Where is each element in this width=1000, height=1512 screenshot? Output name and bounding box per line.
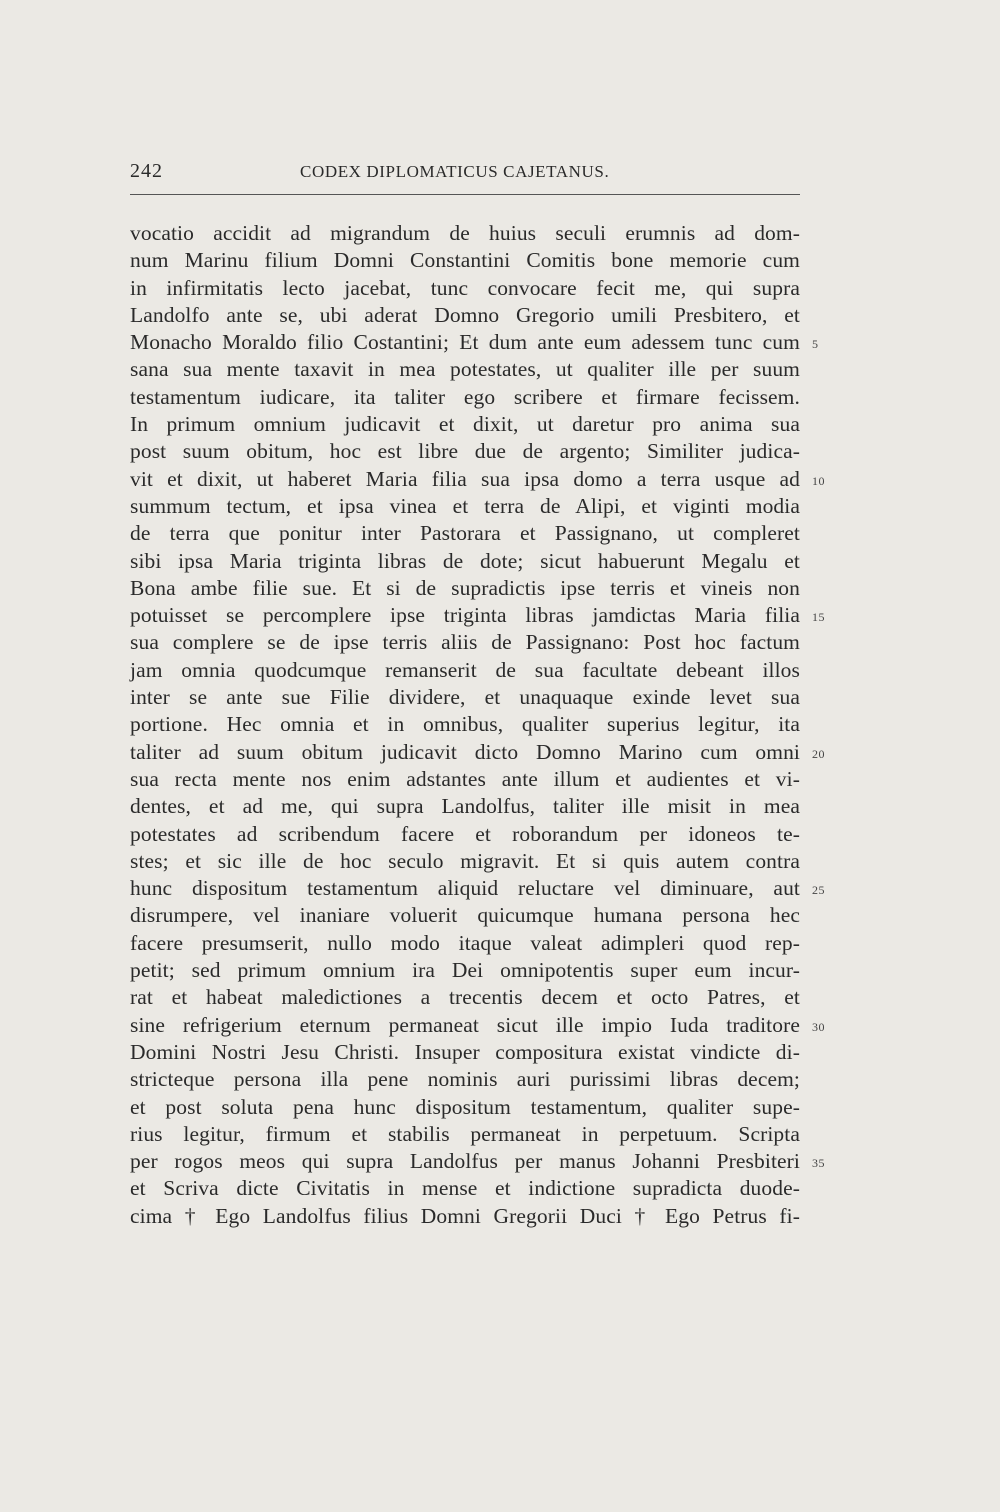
text-line: sibi ipsa Maria triginta libras de dote; sicut habuerunt Megalu et xyxy=(130,548,800,573)
text-line: post suum obitum, hoc est libre due de argento; Similiter judica- xyxy=(130,439,800,464)
text-line: Monacho Moraldo filio Costantini; Et dum ante eum adessem tunc cum xyxy=(130,330,800,355)
line-number: 30 xyxy=(812,1019,825,1034)
text-line: sine refrigerium eternum permaneat sicut ille impio Iuda traditore xyxy=(130,1012,800,1037)
text-line: cima † Ego Landolfus filius Domni Gregorii Duci † Ego Petrus fi- xyxy=(130,1203,800,1228)
text-line: sua recta mente nos enim adstantes ante illum et audientes et vi- xyxy=(130,766,800,791)
text-line: vocatio accidit ad migrandum de huius seculi erumnis ad dom- xyxy=(130,221,800,245)
text-line: jam omnia quodcumque remanserit de sua facultate debeant illos xyxy=(130,657,800,682)
text-line: In primum omnium judicavit et dixit, ut daretur pro anima sua xyxy=(130,412,800,437)
text-line: rius legitur, firmum et stabilis permaneat in perpetuum. Scripta xyxy=(130,1121,800,1146)
text-line: potuisset se percomplere ipse triginta libras jamdictas Maria filia xyxy=(130,603,800,628)
text-line: dentes, et ad me, qui supra Landolfus, taliter ille misit in mea xyxy=(130,794,800,819)
text-line: summum tectum, et ipsa vinea et terra de Alipi, et viginti modia xyxy=(130,493,800,518)
text-line: Domini Nostri Jesu Christi. Insuper compositura existat vindicte di- xyxy=(130,1039,800,1064)
text-line: petit; sed primum omnium ira Dei omnipotentis super eum incur- xyxy=(130,958,800,983)
text-line: per rogos meos qui supra Landolfus per manus Johanni Presbiteri xyxy=(130,1149,800,1174)
text-line: Landolfo ante se, ubi aderat Domno Gregorio umili Presbitero, et xyxy=(130,302,800,327)
line-number: 20 xyxy=(812,746,825,761)
line-number: 10 xyxy=(812,473,825,488)
text-line: potestates ad scribendum facere et roborandum per idoneos te- xyxy=(130,821,800,846)
text-line: Bona ambe filie sue. Et si de supradictis ipse terris et vineis non xyxy=(130,575,800,600)
text-line: facere presumserit, nullo modo itaque valeat adimpleri quod rep- xyxy=(130,930,800,955)
line-number: 35 xyxy=(812,1156,825,1171)
text-line: de terra que ponitur inter Pastorara et Passignano, ut compleret xyxy=(130,521,800,546)
text-line: et Scriva dicte Civitatis in mense et indictione supradicta duode- xyxy=(130,1176,800,1201)
text-line: disrumpere, vel inaniare voluerit quicumque humana persona hec xyxy=(130,903,800,928)
page-number: 242 xyxy=(130,160,163,182)
text-line: taliter ad suum obitum judicavit dicto Domno Marino cum omni xyxy=(130,739,800,764)
text-line: rat et habeat maledictiones a trecentis decem et octo Patres, et xyxy=(130,985,800,1010)
line-number: 15 xyxy=(812,610,825,625)
text-line: sua complere se de ipse terris aliis de Passignano: Post hoc factum xyxy=(130,630,800,655)
text-line: sana sua mente taxavit in mea potestates, ut qualiter ille per suum xyxy=(130,357,800,382)
text-line: et post soluta pena hunc dispositum testamentum, qualiter supe- xyxy=(130,1094,800,1119)
text-line: num Marinu filium Domni Constantini Comitis bone memorie cum xyxy=(130,248,800,273)
line-number: 5 xyxy=(812,337,819,352)
text-line: stes; et sic ille de hoc seculo migravit. Et si quis autem contra xyxy=(130,848,800,873)
running-header xyxy=(130,160,800,195)
text-line: in infirmitatis lecto jacebat, tunc convocare fecit me, qui supra xyxy=(130,275,800,300)
text-line: vit et dixit, ut haberet Maria filia sua ipsa domo a terra usque ad xyxy=(130,466,800,491)
text-line: stricteque persona illa pene nominis auri purissimi libras decem; xyxy=(130,1067,800,1092)
running-title: CODEX DIPLOMATICUS CAJETANUS. xyxy=(300,162,610,181)
text-line: portione. Hec omnia et in omnibus, qualiter superius legitur, ita xyxy=(130,712,800,737)
text-line: testamentum iudicare, ita taliter ego scribere et firmare fecissem. xyxy=(130,384,800,409)
body-text xyxy=(130,220,800,1230)
line-number: 25 xyxy=(812,883,825,898)
text-line: inter se ante sue Filie dividere, et unaquaque exinde levet sua xyxy=(130,685,800,710)
text-line: hunc dispositum testamentum aliquid reluctare vel diminuare, aut xyxy=(130,876,800,901)
